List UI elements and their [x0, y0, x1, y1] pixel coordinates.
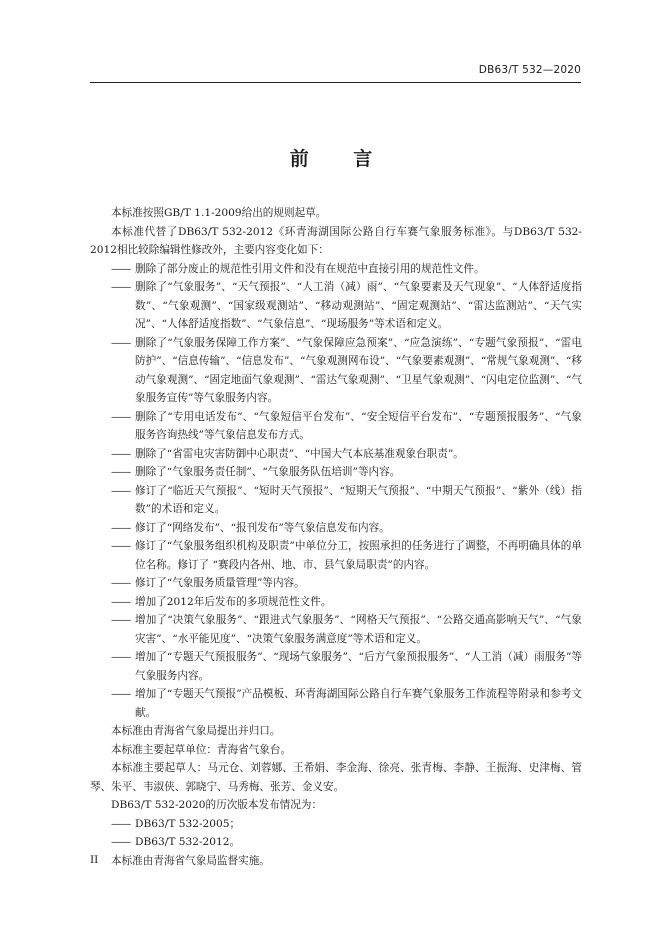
paragraph-drafters: 本标准主要起草人：马元仓、刘蓉娜、王希娟、李金海、徐亮、张青梅、李静、王振海、史津梅、管琴、朱平、韦淑侠、郭晓宁、马秀梅、张芳、金义安。	[90, 762, 582, 793]
change-item	[90, 445, 582, 464]
change-item	[90, 463, 582, 482]
foreword-body	[90, 204, 582, 870]
page-title: 前 言	[289, 148, 392, 170]
paragraph-drafting-rule: 本标准按照GB/T 1.1-2009给出的规则起草。	[111, 207, 327, 219]
change-item-text: 修订了“临近天气预报”、“短时天气预报”、“短期天气预报”、“中期天气预报”、“紫外（线）指数”的术语和定义。	[135, 484, 582, 515]
dash-mark: ——	[111, 651, 131, 663]
change-item	[90, 482, 582, 519]
history-item-text: DB63/T 532-2005；	[135, 817, 241, 830]
paragraph-proposer: 本标准由青海省气象局提出并归口。	[111, 725, 281, 737]
change-item-text: 删除了部分废止的规范性引用文件和没有在规范中直接引用的规范性文件。	[135, 262, 485, 275]
change-item-text: 增加了“专题天气预报服务”、“现场气象服务”、“后方气象预报服务”、“人工消（减）雨服务”等气象服务内容。	[135, 651, 582, 682]
change-item-text: 修订了“网络发布”、“报刊发布”等气象信息发布内容。	[135, 521, 390, 534]
change-item	[90, 611, 582, 648]
change-item-text: 增加了2012年后发布的多项规范性文件。	[135, 595, 332, 608]
paragraph-drafting-unit: 本标准主要起草单位：青海省气象台。	[111, 743, 292, 756]
dash-mark: ——	[111, 336, 131, 349]
dash-mark: ——	[111, 817, 131, 830]
history-item-text: DB63/T 532-2012。	[135, 836, 241, 848]
dash-mark: ——	[111, 577, 131, 589]
paragraph-replacement: 本标准代替了DB63/T 532-2012《环青海湖国际公路自行车赛气象服务标准》。与DB63/T 532-2012相比较除编辑性修改外，主要内容变化如下：	[90, 225, 582, 256]
change-item	[90, 648, 582, 685]
dash-mark: ——	[111, 262, 131, 275]
dash-mark: ——	[111, 614, 131, 626]
dash-mark: ——	[111, 281, 131, 293]
change-item-text: 增加了“专题天气预报”产品模板、环青海湖国际公路自行车赛气象服务工作流程等附录和参考文献。	[135, 688, 582, 719]
change-item	[90, 685, 582, 722]
dash-mark: ——	[111, 484, 131, 497]
dash-mark: ——	[111, 410, 131, 423]
paragraph-version-history: DB63/T 532-2020的历次版本发布情况为：	[111, 799, 323, 811]
change-item	[90, 408, 582, 445]
document-code: DB63/T 532—2020	[478, 64, 581, 76]
change-item-text: 删除了“省雷电灾害防御中心职责”、“中国大气本底基准观象台职责”。	[135, 447, 464, 460]
change-item	[90, 260, 582, 279]
history-list	[90, 815, 582, 852]
change-item-text: 删除了“气象服务责任制”、“气象服务队伍培训”等内容。	[135, 466, 401, 478]
change-item-text: 删除了“气象服务”、“天气预报”、“人工消（减）雨”、“气象要素及天气现象”、“人体舒适度指数”、“气象观测”、“国家级观测站”、“移动观测站”、“固定观测站”、“雷达监测站”、“天气实况”、“人体舒适度指数”、“气象信息”、“现场服务”等术语和定义。	[135, 281, 582, 330]
paragraph-supervision: 本标准由青海省气象局监督实施。	[111, 854, 270, 867]
dash-mark: ——	[111, 540, 131, 552]
change-item-text: 修订了“气象服务组织机构及职责”中单位分工，按照承担的任务进行了调整，不再明确具体的单位名称。修订了 “赛段内各州、地、市、县气象局职责”的内容。	[135, 540, 582, 571]
change-item-text: 修订了“气象服务质量管理”等内容。	[135, 577, 305, 589]
dash-mark: ——	[111, 447, 131, 460]
dash-mark: ——	[111, 595, 131, 608]
change-item-text: 删除了“气象服务保障工作方案”、“气象保障应急预案”、“应急演练”、“专题气象预报”、“雷电防护”、“信息传输”、“信息发布”、“气象观测网布设”、“气象要素观测”、“常规气象观测”、“移动气象观测”、“固定地面气象观测”、“雷达气象观测”、“卫星气象观测”、“闪电定位监测”、“气象服务宣传”等气象服务内容。	[135, 336, 582, 404]
change-item	[90, 537, 582, 574]
dash-mark: ——	[111, 466, 131, 478]
change-item	[90, 278, 582, 334]
history-item	[90, 815, 582, 834]
change-item	[90, 334, 582, 408]
change-item	[90, 593, 582, 612]
dash-mark: ——	[111, 521, 131, 534]
change-item-text: 删除了“专用电话发布”、“气象短信平台发布”、“安全短信平台发布”、“专题预报服务”、“气象服务咨询热线”等气象信息发布方式。	[135, 410, 582, 441]
page-number: II	[90, 854, 99, 866]
change-list	[90, 260, 582, 723]
change-item	[90, 519, 582, 538]
dash-mark: ——	[111, 836, 131, 848]
change-item-text: 增加了“决策气象服务”、“跟进式气象服务”、“网格天气预报”、“公路交通高影响天气”、“气象灾害”、“水平能见度”、“决策气象服务满意度”等术语和定义。	[135, 614, 582, 645]
dash-mark: ——	[111, 688, 131, 700]
history-item	[90, 833, 582, 852]
change-item	[90, 574, 582, 593]
page-header	[90, 64, 581, 83]
